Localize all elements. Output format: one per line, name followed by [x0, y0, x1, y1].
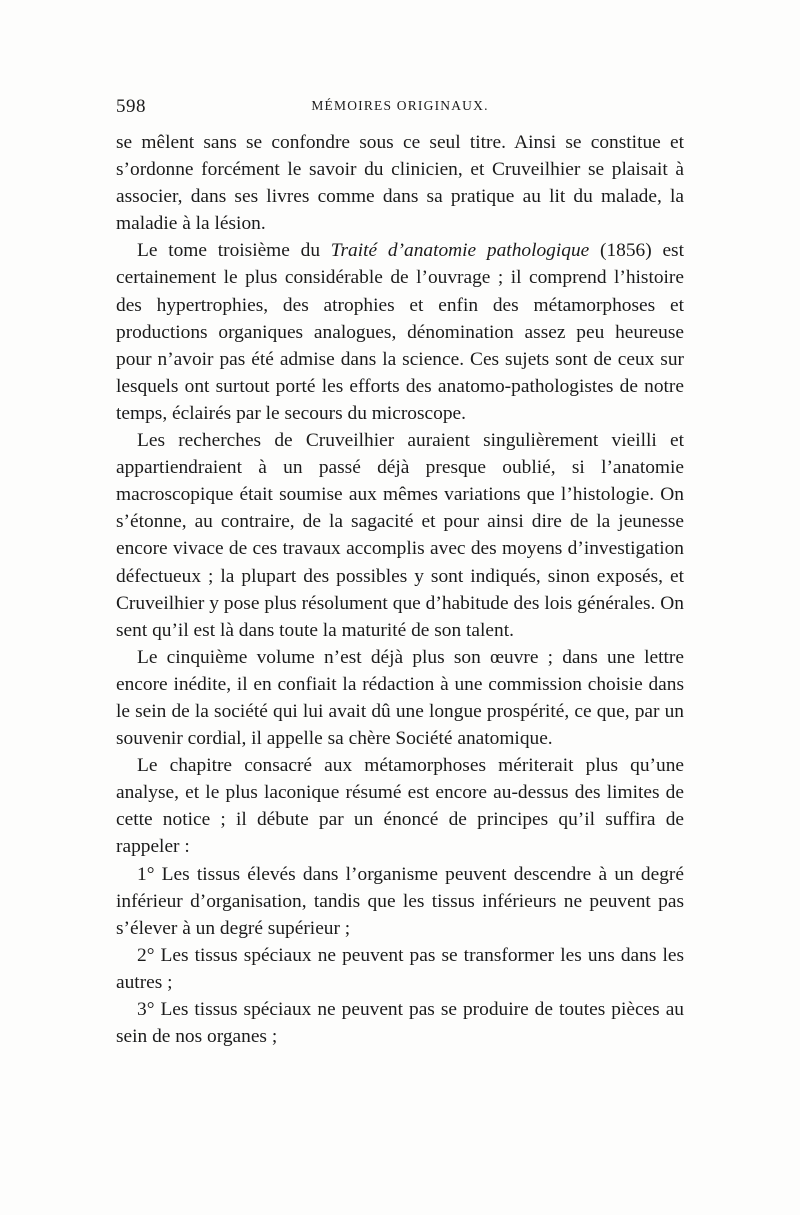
running-head-title: MÉMOIRES ORIGINAUX. — [311, 98, 489, 113]
paragraph-recherches: Les recherches de Cruveilhier auraient singulièrement vieilli et appartiendraient à un passé déjà presque oublié, si l’anatomie macroscopique était soumise aux mêmes variations que l’histologie. On s’étonne, au contraire, de la sagacité et pour ainsi dire de la jeunesse encore vivace de ces travaux accomplis avec des moyens d’investigation défectueux ; la plupart des possibles y sont indiqués, sinon exposés, et Cruveilhier y pose plus résolument que d’habitude des lois générales. On sent qu’il est là dans toute la maturité de son talent. — [116, 430, 684, 641]
running-head — [116, 96, 684, 122]
paragraph-cinquieme-volume: Le cinquième volume n’est déjà plus son œuvre ; dans une lettre encore inédite, il en confiait la rédaction à une commission choisie dans le sein de la société qui lui avait dû une longue prospérité, ce que, par un souvenir cordial, il appelle sa chère Société anatomique. — [116, 646, 684, 750]
paragraph-text: (1856) est certainement le plus considérable de l’ouvrage ; il comprend l’histoire des hypertrophies, des atrophies et enfin des métamorphoses et productions organiques analogues, dénomination assez peu heureuse pour n’avoir pas été admise dans la science. Ces sujets sont de ceux sur lesquels ont surtout porté les efforts des anatomo-pathologistes de notre temps, éclairés par le secours du microscope. — [116, 240, 684, 424]
paragraph-chapitre: Le chapitre consacré aux métamorphoses mériterait plus qu’une analyse, et le plus laconique résumé est encore au-dessus des limites de cette notice ; il débute par un énoncé de principes qu’il suffira de rappeler : — [116, 755, 684, 858]
paragraph-continuation: se mêlent sans se confondre sous ce seul titre. Ainsi se constitue et s’ordonne forcément le savoir du clinicien, et Cruveilhier se plaisait à associer, dans ses livres comme dans sa pratique au lit du malade, la maladie à la lésion. — [116, 132, 684, 235]
principle-item-2: 2° Les tissus spéciaux ne peuvent pas se transformer les uns dans les autres ; — [116, 944, 684, 993]
book-title-italic: Traité d’anatomie pathologique — [330, 240, 590, 262]
principle-item-3: 3° Les tissus spéciaux ne peuvent pas se produire de toutes pièces au sein de nos organes ; — [116, 999, 684, 1048]
body-text — [116, 129, 684, 1050]
principle-item-1: 1° Les tissus élevés dans l’organisme peuvent descendre à un degré inférieur d’organisation, tandis que les tissus inférieurs ne peuvent pas s’élever à un degré supérieur ; — [116, 863, 684, 939]
paragraph-tome-troisieme — [116, 237, 684, 427]
page-number: 598 — [116, 96, 146, 117]
paragraph-text: Le tome troisième du — [137, 240, 331, 262]
